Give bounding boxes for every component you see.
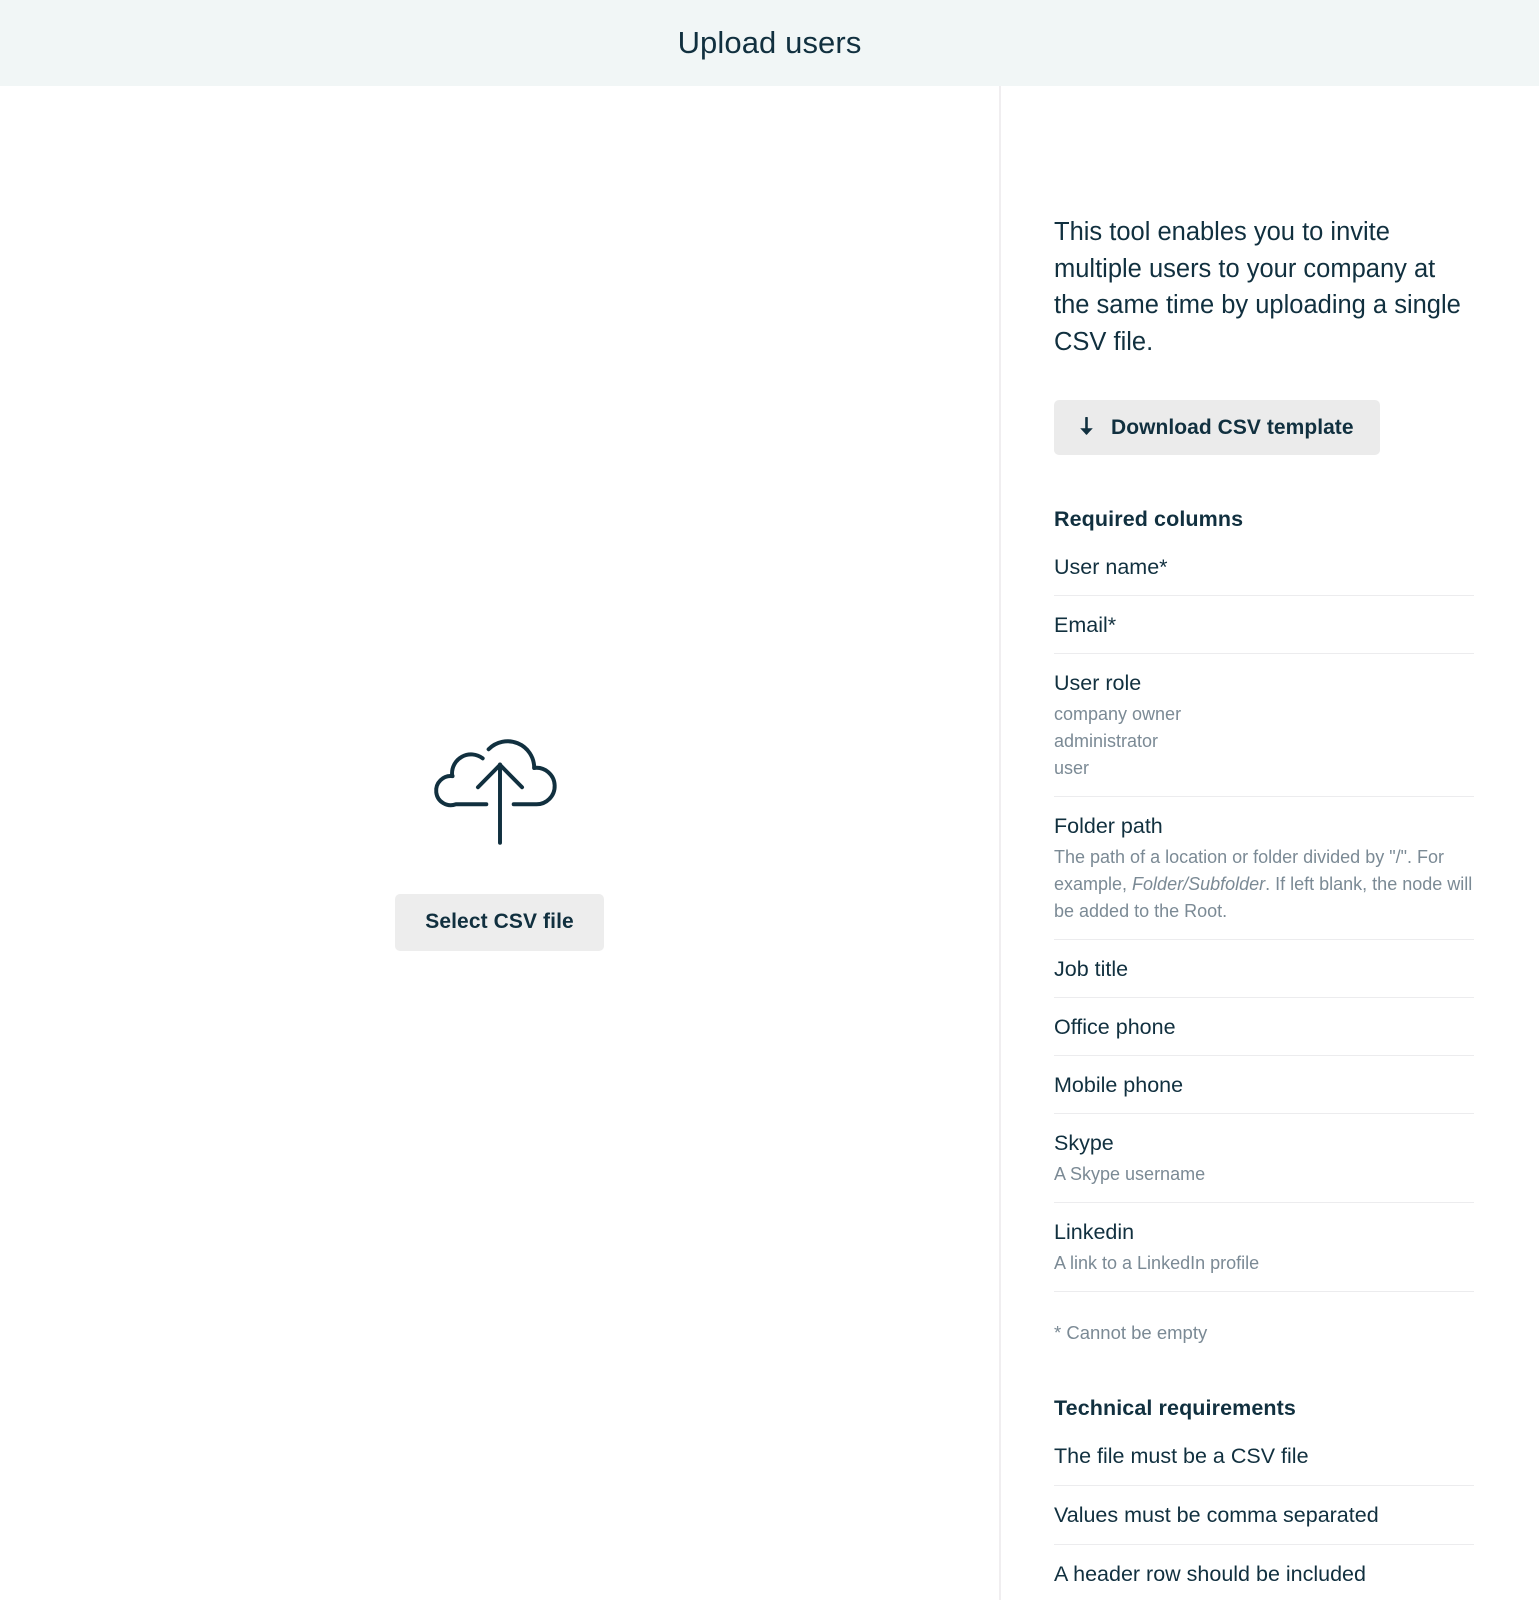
page-title: Upload users [677, 25, 862, 60]
column-name: Office phone [1054, 1015, 1176, 1039]
list-item: The file must be a CSV file [1054, 1427, 1474, 1486]
technical-requirements-title: Technical requirements [1054, 1396, 1296, 1420]
column-name: User name* [1054, 555, 1168, 579]
list-item [1054, 1056, 1474, 1114]
cloud-upload-icon [424, 712, 576, 864]
list-item [1054, 596, 1474, 654]
list-item: Values must be comma separated [1054, 1486, 1474, 1545]
required-columns-footnote: * Cannot be empty [1054, 1322, 1208, 1343]
column-description: A Skype username [1054, 1164, 1206, 1184]
desc-pre: The path of a location or folder divided by "/". For example, [1054, 847, 1444, 894]
column-option: administrator [1054, 731, 1159, 751]
download-csv-template-button[interactable] [1054, 400, 1380, 455]
csv-dropzone[interactable] [0, 86, 1001, 1600]
list-item: A header row should be included [1054, 1562, 1366, 1586]
dropzone-content [395, 712, 604, 951]
list-item [1054, 654, 1474, 797]
select-csv-file-button[interactable]: Select CSV file [395, 894, 604, 951]
list-item [1054, 940, 1474, 998]
page-header [0, 0, 1539, 86]
column-name: Mobile phone [1054, 1073, 1184, 1097]
list-item [1054, 538, 1474, 596]
column-name: Folder path [1054, 814, 1163, 838]
intro-text: This tool enables you to invite multiple users to your company at the same time by uploading a single CSV file. [1054, 218, 1461, 356]
column-name: Email* [1054, 613, 1117, 637]
download-csv-template-label: Download CSV template [1111, 415, 1354, 439]
desc-emphasis: Folder/Subfolder [1132, 874, 1266, 894]
column-description [1054, 844, 1474, 925]
required-columns-title: Required columns [1054, 507, 1244, 531]
column-option: user [1054, 758, 1090, 778]
list-item [1054, 1114, 1474, 1203]
technical-requirements-list [1054, 1427, 1471, 1600]
list-item [1054, 998, 1474, 1056]
column-name: Job title [1054, 957, 1129, 981]
download-arrow-icon [1078, 417, 1095, 439]
column-description: A link to a LinkedIn profile [1054, 1253, 1260, 1273]
list-item [1054, 1203, 1474, 1292]
column-option: company owner [1054, 704, 1182, 724]
list-item [1054, 797, 1474, 940]
column-options [1054, 701, 1474, 782]
column-name: User role [1054, 671, 1142, 695]
column-name: Skype [1054, 1131, 1114, 1155]
desc-post: . If left blank, the node will be added to the Root. [1054, 874, 1473, 921]
info-panel [1001, 86, 1539, 1600]
required-columns-list [1054, 538, 1471, 1292]
page-body [0, 86, 1539, 1600]
column-name: Linkedin [1054, 1220, 1135, 1244]
